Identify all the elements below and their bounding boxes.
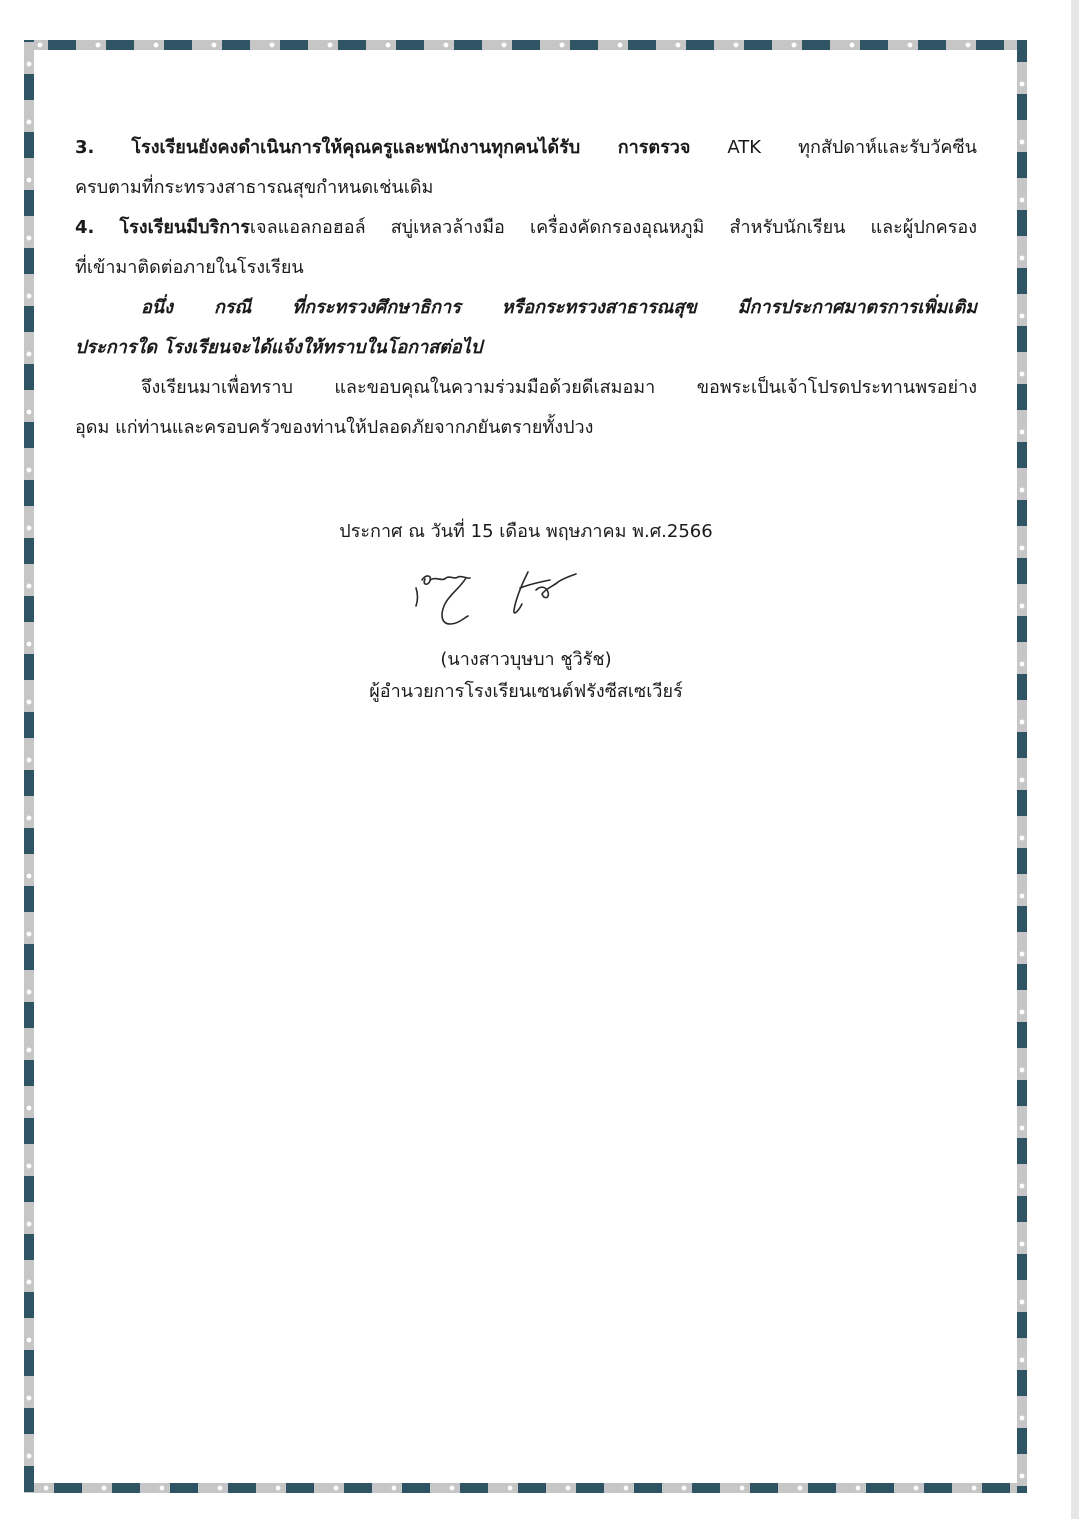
item-3-line-1 <box>75 128 977 168</box>
item-4-bold-text: โรงเรียนมีบริการ <box>119 217 250 238</box>
notice-line-1: อนึ่ง กรณี ที่กระทรวงศึกษาธิการ หรือกระทรวงสาธารณสุข มีการประกาศมาตรการเพิ่มเติม <box>141 297 977 318</box>
item-3-rest: ATK ทุกสัปดาห์และรับวัคซีน <box>727 137 977 158</box>
item-4-number: 4. <box>75 217 95 238</box>
item-3-number: 3. <box>75 137 95 158</box>
border-top <box>24 40 1027 50</box>
border-right <box>1017 40 1027 1493</box>
item-3-bold-text: โรงเรียนยังคงดำเนินการให้คุณครูและพนักงานทุกคนได้รับ การตรวจ <box>131 137 691 158</box>
border-left <box>24 40 34 1493</box>
item-4-line-2: ที่เข้ามาติดต่อภายในโรงเรียน <box>75 257 304 278</box>
closing-line-2: อุดม แก่ท่านและครอบครัวของท่านให้ปลอดภัยจากภยันตรายทั้งปวง <box>75 417 594 438</box>
item-4 <box>75 208 977 288</box>
page-edge-shadow <box>1071 0 1079 1519</box>
item-3-line-2: ครบตามที่กระทรวงสาธารณสุขกำหนดเช่นเดิม <box>75 177 434 198</box>
signature-icon <box>408 566 598 632</box>
notice-line-2: ประการใด โรงเรียนจะได้แจ้งให้ทราบในโอกาสต่อไป <box>75 337 483 358</box>
notice-paragraph <box>75 288 977 368</box>
closing-line-1: จึงเรียนมาเพื่อทราบ และขอบคุณในความร่วมมือด้วยดีเสมอมา ขอพระเป็นเจ้าโปรดประทานพรอย่าง <box>141 377 977 398</box>
border-bottom <box>24 1483 1027 1493</box>
announcement-date: ประกาศ ณ วันที่ 15 เดือน พฤษภาคม พ.ศ.2566 <box>339 521 713 542</box>
item-4-line-1 <box>75 208 977 248</box>
document-body <box>75 128 977 448</box>
signatory-name: (นางสาวบุษบา ชูวิรัช) <box>440 649 612 670</box>
closing-paragraph <box>75 368 977 448</box>
item-4-rest: เจลแอลกอฮอล์ สบู่เหลวล้างมือ เครื่องคัดกรองอุณหภูมิ สำหรับนักเรียน และผู้ปกครอง <box>249 217 977 238</box>
item-3 <box>75 128 977 208</box>
signatory-title: ผู้อำนวยการโรงเรียนเซนต์ฟรังซีสเซเวียร์ <box>369 681 683 702</box>
